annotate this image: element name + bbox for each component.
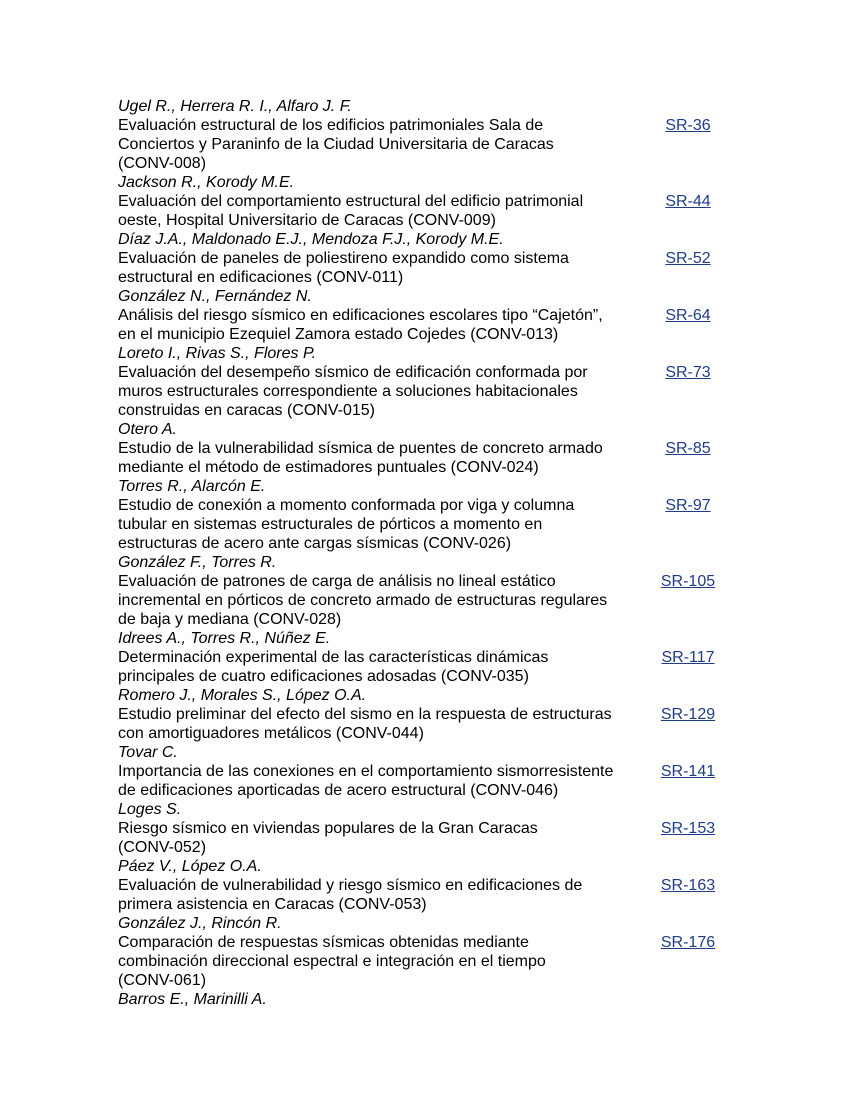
entry-title-text: mediante el método de estimadores puntuales (CONV-024)	[118, 459, 539, 476]
entry-authors: González F., Torres R.	[118, 554, 277, 571]
entry-title-line	[118, 268, 738, 287]
entry-title-line	[118, 610, 738, 629]
entry-title-text: Estudio de conexión a momento conformada por viga y columna	[118, 497, 575, 514]
entry-title-text: en el municipio Ezequiel Zamora estado Cojedes (CONV-013)	[118, 326, 559, 343]
page-ref-link[interactable]: SR-85	[665, 440, 711, 457]
entry-title-text: Evaluación de vulnerabilidad y riesgo sísmico en edificaciones de	[118, 877, 583, 894]
index-entry	[118, 173, 738, 230]
index-entry	[118, 287, 738, 344]
entry-title-line	[118, 971, 738, 990]
index-entry	[118, 553, 738, 629]
entry-title-line	[118, 154, 738, 173]
page-ref-link[interactable]: SR-129	[660, 706, 716, 723]
page-ref-link[interactable]: SR-97	[665, 497, 711, 514]
entry-title-line	[118, 363, 738, 382]
page-ref-link[interactable]: SR-153	[660, 820, 716, 837]
entry-title-line	[118, 382, 738, 401]
entry-title-line	[118, 705, 738, 724]
entry-title-text: (CONV-008)	[118, 155, 207, 172]
page-ref-cell	[648, 306, 728, 325]
entry-title-line	[118, 933, 738, 952]
entry-title-line	[118, 401, 738, 420]
page-ref-link[interactable]: SR-141	[660, 763, 716, 780]
entry-title-text: (CONV-052)	[118, 839, 207, 856]
entry-title-text: estructuras de acero ante cargas sísmicas (CONV-026)	[118, 535, 512, 552]
entry-title-text: de baja y mediana (CONV-028)	[118, 611, 342, 628]
index-page	[118, 97, 738, 1009]
page-ref-link[interactable]: SR-117	[661, 649, 715, 666]
entry-title-text: Importancia de las conexiones en el comportamiento sismorresistente	[118, 763, 614, 780]
page-ref-cell	[648, 572, 728, 591]
page-ref-link[interactable]: SR-73	[665, 364, 711, 381]
page-ref-link[interactable]: SR-44	[665, 193, 711, 210]
entry-title-line	[118, 648, 738, 667]
entry-title-text: principales de cuatro edificaciones adosadas (CONV-035)	[118, 668, 529, 685]
page-ref-cell	[648, 876, 728, 895]
entry-title-line	[118, 895, 738, 914]
entry-title-text: incremental en pórticos de concreto armado de estructuras regulares	[118, 592, 608, 609]
entry-authors: Otero A.	[118, 421, 177, 438]
index-entry	[118, 97, 738, 173]
entry-authors: Díaz J.A., Maldonado E.J., Mendoza F.J., Korody M.E.	[118, 231, 504, 248]
page-ref-link[interactable]: SR-176	[660, 934, 716, 951]
entry-title-text: Evaluación estructural de los edificios patrimoniales Sala de	[118, 117, 544, 134]
entry-title-line	[118, 838, 738, 857]
entry-title-line	[118, 952, 738, 971]
index-entry	[118, 686, 738, 743]
entry-title-line	[118, 496, 738, 515]
entry-authors: Ugel R., Herrera R. I., Alfaro J. F.	[118, 98, 352, 115]
index-entry	[118, 344, 738, 420]
page-ref-link[interactable]: SR-163	[660, 877, 716, 894]
page-ref-cell	[648, 192, 728, 211]
entry-title-line	[118, 192, 738, 211]
page-ref-cell	[648, 819, 728, 838]
page-ref-link[interactable]: SR-36	[665, 117, 711, 134]
entry-title-line	[118, 439, 738, 458]
page-ref-cell	[648, 705, 728, 724]
entry-title-text: estructural en edificaciones (CONV-011)	[118, 269, 404, 286]
page-ref-cell	[648, 762, 728, 781]
entry-title-line	[118, 325, 738, 344]
entry-title-text: (CONV-061)	[118, 972, 207, 989]
entry-title-text: Evaluación del comportamiento estructural del edificio patrimonial	[118, 193, 584, 210]
index-entry	[118, 914, 738, 990]
entry-title-text: Análisis del riesgo sísmico en edificaciones escolares tipo “Cajetón”,	[118, 307, 603, 324]
entry-authors: Loreto I., Rivas S., Flores P.	[118, 345, 317, 362]
page-ref-cell	[648, 363, 728, 382]
entry-title-line	[118, 249, 738, 268]
index-entry	[118, 420, 738, 477]
entry-title-text: Estudio preliminar del efecto del sismo en la respuesta de estructuras	[118, 706, 612, 723]
entry-title-text: Riesgo sísmico en viviendas populares de la Gran Caracas	[118, 820, 538, 837]
index-entry	[118, 800, 738, 857]
entry-title-line	[118, 572, 738, 591]
entry-title-text: Evaluación de paneles de poliestireno expandido como sistema	[118, 250, 569, 267]
entry-authors: González J., Rincón R.	[118, 915, 282, 932]
page-ref-link[interactable]: SR-105	[660, 573, 716, 590]
entry-authors: Loges S.	[118, 801, 182, 818]
entry-title-text: con amortiguadores metálicos (CONV-044)	[118, 725, 424, 742]
entry-title-line	[118, 211, 738, 230]
entry-title-text: primera asistencia en Caracas (CONV-053)	[118, 896, 427, 913]
page-ref-cell	[648, 249, 728, 268]
entry-title-line	[118, 724, 738, 743]
entry-title-text: Evaluación de patrones de carga de análisis no lineal estático	[118, 573, 556, 590]
entry-title-text: construidas en caracas (CONV-015)	[118, 402, 375, 419]
entry-title-text: Comparación de respuestas sísmicas obtenidas mediante	[118, 934, 529, 951]
page-ref-cell	[648, 439, 728, 458]
entry-authors: Tovar C.	[118, 744, 178, 761]
page-ref-cell	[648, 648, 728, 667]
page-ref-cell	[648, 116, 728, 135]
entry-title-text: Evaluación del desempeño sísmico de edificación conformada por	[118, 364, 588, 381]
entry-title-line	[118, 762, 738, 781]
entry-title-line	[118, 591, 738, 610]
index-entry	[118, 990, 738, 1009]
entry-title-text: tubular en sistemas estructurales de pórticos a momento en	[118, 516, 543, 533]
entry-title-text: de edificaciones aporticadas de acero estructural (CONV-046)	[118, 782, 559, 799]
page-ref-link[interactable]: SR-52	[665, 250, 711, 267]
entry-authors: Idrees A., Torres R., Núñez E.	[118, 630, 331, 647]
index-entry	[118, 857, 738, 914]
entry-title-text: combinación direccional espectral e integración en el tiempo	[118, 953, 546, 970]
entry-title-line	[118, 458, 738, 477]
entry-authors: Romero J., Morales S., López O.A.	[118, 687, 367, 704]
page-ref-cell	[648, 933, 728, 952]
entry-title-line	[118, 781, 738, 800]
entry-title-line	[118, 515, 738, 534]
entry-title-line	[118, 876, 738, 895]
entry-authors: Torres R., Alarcón E.	[118, 478, 266, 495]
index-entry	[118, 230, 738, 287]
entry-authors: Jackson R., Korody M.E.	[118, 174, 295, 191]
index-entry	[118, 743, 738, 800]
entry-title-text: muros estructurales correspondiente a soluciones habitacionales	[118, 383, 578, 400]
entry-authors: Barros E., Marinilli A.	[118, 991, 267, 1008]
entry-title-line	[118, 116, 738, 135]
entry-title-line	[118, 306, 738, 325]
page-ref-cell	[648, 496, 728, 515]
index-entry	[118, 477, 738, 553]
entry-title-text: Conciertos y Paraninfo de la Ciudad Universitaria de Caracas	[118, 136, 554, 153]
entry-authors: Páez V., López O.A.	[118, 858, 262, 875]
entry-title-line	[118, 534, 738, 553]
entry-title-text: oeste, Hospital Universitario de Caracas (CONV-009)	[118, 212, 496, 229]
entry-title-text: Determinación experimental de las características dinámicas	[118, 649, 549, 666]
entry-title-line	[118, 819, 738, 838]
index-entry	[118, 629, 738, 686]
entry-title-text: Estudio de la vulnerabilidad sísmica de puentes de concreto armado	[118, 440, 603, 457]
entry-title-line	[118, 135, 738, 154]
entry-title-line	[118, 667, 738, 686]
entry-authors: González N., Fernández N.	[118, 288, 312, 305]
page-ref-link[interactable]: SR-64	[665, 307, 711, 324]
